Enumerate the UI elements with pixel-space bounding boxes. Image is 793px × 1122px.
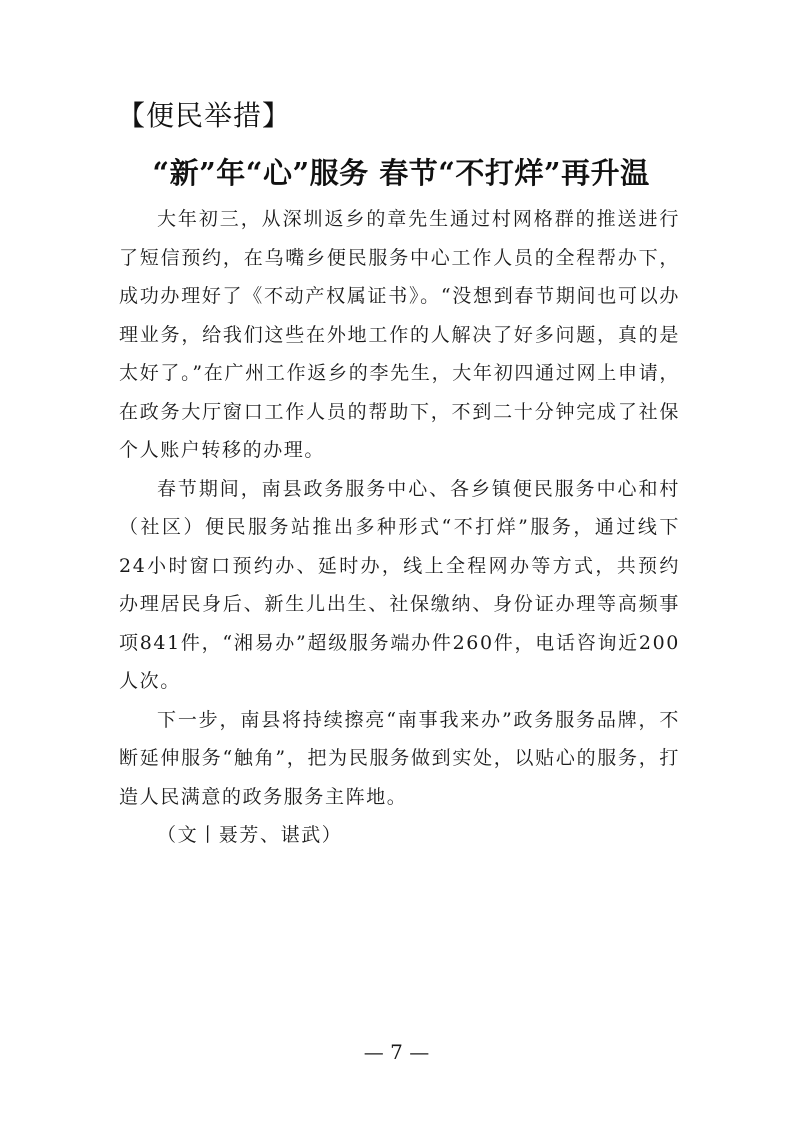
page-number: — 7 —	[363, 1040, 430, 1064]
article-paragraph: 春节期间，南县政务服务中心、各乡镇便民服务中心和村（社区）便民服务站推出多种形式“不打烊”服务，通过线下24小时窗口预约办、延时办，线上全程网办等方式，共预约办理居民身后、新生儿出生、社保缴纳、身份证办理等高频事项841件，“湘易办”超级服务端办件260件，电话咨询近200人次。	[119, 477, 680, 692]
article-headline: “新”年“心”服务 春节“不打烊”再升温	[152, 156, 650, 190]
article-paragraph: 大年初三，从深圳返乡的章先生通过村网格群的推送进行了短信预约，在乌嘴乡便民服务中心工作人员的全程帮办下，成功办理好了《不动产权属证书》。“没想到春节期间也可以办理业务，给我们这些在外地工作的人解决了好多问题，真的是太好了。”在广州工作返乡的李先生，大年初四通过网上申请，在政务大厅窗口工作人员的帮助下，不到二十分钟完成了社保个人账户转移的办理。	[119, 208, 680, 461]
article-body	[119, 200, 680, 855]
article-paragraph: 下一步，南县将持续擦亮“南事我来办”政务服务品牌，不断延伸服务“触角”，把为民服务做到实处，以贴心的服务，打造人民满意的政务服务主阵地。	[119, 708, 680, 808]
article-byline: （文丨聂芳、谌武）	[157, 824, 343, 846]
section-label: 【便民举措】	[117, 99, 292, 132]
